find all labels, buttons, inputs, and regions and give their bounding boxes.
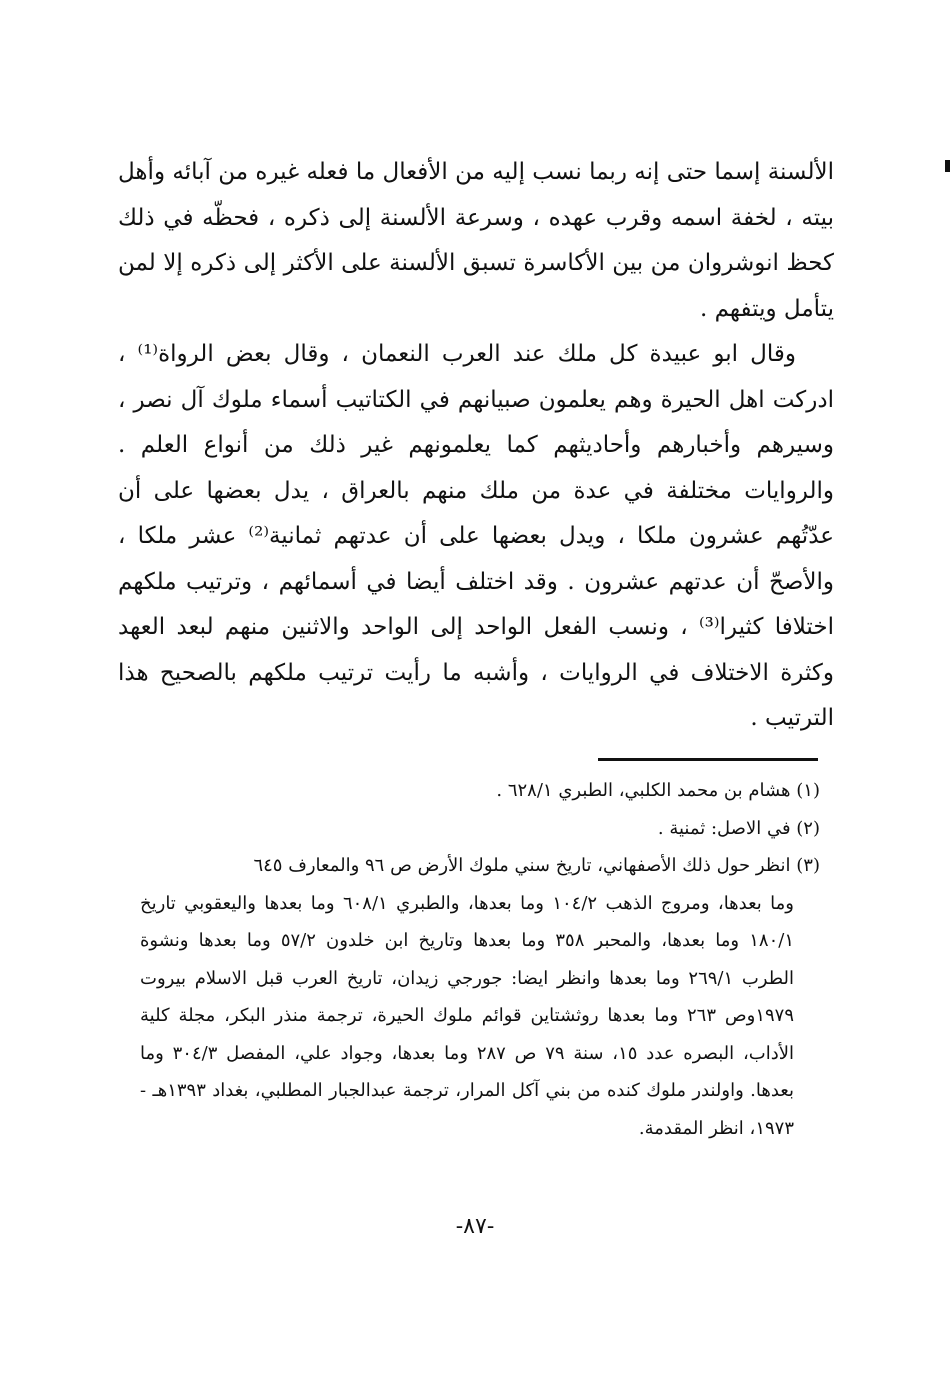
footnote-3: (٣) انظر حول ذلك الأصفهاني، تاريخ سني ملوك الأرض ص ٩٦ والمعارف ٦٤٥ (253, 855, 820, 876)
page-number: -٨٧- (455, 1214, 495, 1239)
paragraph-1: الألسنة إسما حتى إنه ربما نسب إليه من الأفعال ما فعله غيره من آبائه وأهل بيته ، لخفة اسمه وقرب عهده ، وسرعة الألسنة إلى ذكره ، فحظّه في ذلك كحظ انوشروان من بين الأكاسرة تسبق الألسنة على الأكثر إلى ذكره إلا لمن يتأمل ويتفهم . (118, 159, 834, 322)
main-text (118, 150, 834, 742)
paragraph-2: وقال ابو عبيدة كل ملك عند العرب النعمان ، وقال بعض الرواة⁽¹⁾ ، ادركت اهل الحيرة وهم يعلمون صبيانهم في الكتاتيب أسماء ملوك آل نصر ، وسيرهم وأخبارهم وأحاديثهم كما يعلمونهم غير ذلك من أنواع العلم . والروايات مختلفة في عدة من ملك منهم بالعراق ، يدل بعضها على أن عدّتُهم عشرون ملكا ، ويدل بعضها على أن عدتهم ثمانية⁽²⁾ عشر ملكا ، والأصحّ أن عدتهم عشرون . وقد اختلف أيضا في أسمائهم ، وترتيب ملكهم اختلافا كثيرا⁽³⁾ ، ونسب الفعل الواحد إلى الواحد والاثنين منهم لبعد العهد وكثرة الاختلاف في الروايات ، وأشبه ما رأيت ترتيب ملكهم بالصحيح هذا الترتيب . (118, 341, 834, 731)
footnote-separator (598, 758, 818, 761)
footnote-2: (٢) في الاصل: ثمنية . (657, 817, 820, 839)
footnotes (140, 772, 820, 1147)
footnote-1: (١) هشام بن محمد الكلبي، الطبري ٦٢٨/١ . (496, 780, 820, 801)
footnote-3-continuation: وما بعدها، ومروج الذهب ١٠٤/٢ وما بعدها، والطبري ٦٠٨/١ وما بعدها واليعقوبي تاريخ ١٨٠/١ وما بعدها، والمحبر ٣٥٨ وما بعدها وتاريخ ابن خلدون ٥٧/٢ وما بعدها ونشوة الطرب ٢٦٩/١ وما بعدها وانظر ايضا: جورجي زيدان، تاريخ العرب قبل الاسلام بيروت ١٩٧٩وص ٢٦٣ وما بعدها روثشتاين قوائم ملوك الحيرة، ترجمة منذر البكر، مجلة كلية الأداب، البصره عدد ١٥، سنة ٧٩ ص ٢٨٧ وما بعدها، وجواد علي، المفصل ٣٠٤/٣ وما بعدها. واولندر ملوك كنده من بني آكل المرار، ترجمة عبدالجبار المطلبي، بغداد ١٣٩٣هـ - ١٩٧٣، انظر المقدمة. (140, 892, 795, 1139)
margin-mark (945, 160, 950, 172)
